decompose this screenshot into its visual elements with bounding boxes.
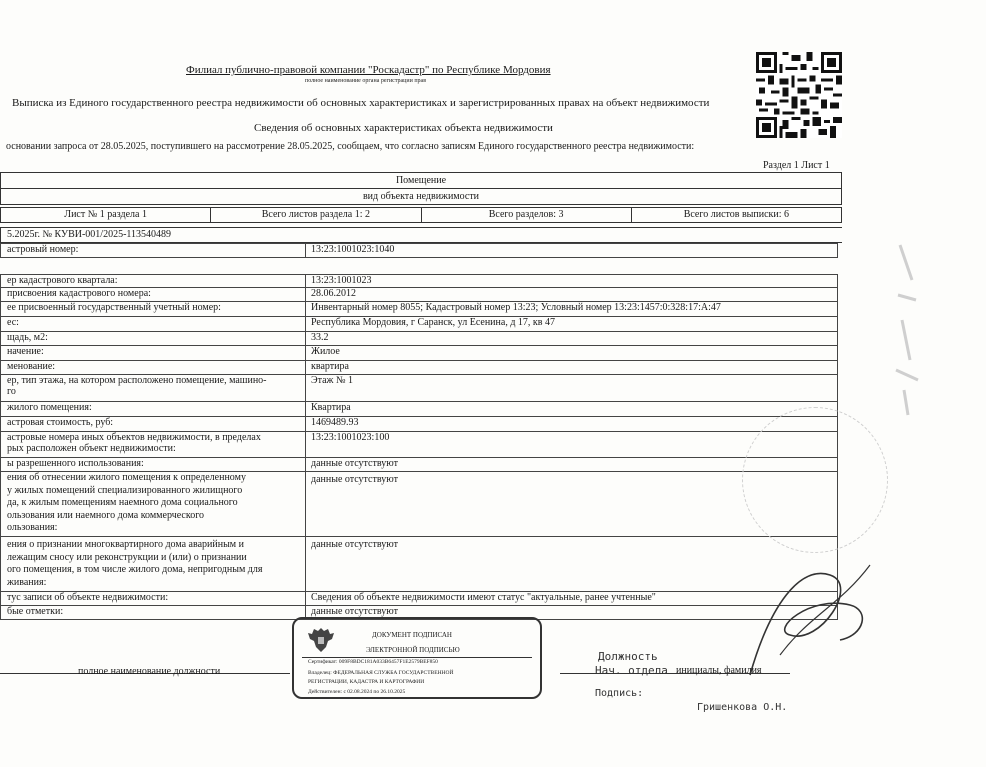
row-value: 28.06.2012 xyxy=(305,288,838,302)
row-value: данные отсутствуют xyxy=(305,606,838,620)
table-row xyxy=(0,274,838,288)
row-label: бые отметки: xyxy=(0,606,305,620)
seal-outline xyxy=(742,407,888,553)
row-value: Квартира xyxy=(305,402,838,417)
row-label: ер, тип этажа, на котором расположено помещение, машино- го xyxy=(0,375,305,402)
row-value: данные отсутствуют xyxy=(305,472,838,537)
electronic-signature-stamp xyxy=(292,617,542,699)
margin-marks-icon xyxy=(890,240,930,420)
table-row xyxy=(0,402,838,417)
agency-caption: полное наименование органа регистрации прав xyxy=(305,78,427,84)
row-label: ес: xyxy=(0,317,305,332)
object-type-caption: вид объекта недвижимости xyxy=(0,188,842,205)
row-label: ения о признании многоквартирного дома аварийным и лежащим сносу или реконструкции и (или) о признании ого помещения, в том числе жилого дома, непригодным для живания: xyxy=(0,537,305,592)
row-label: ер кадастрового квартала: xyxy=(0,274,305,288)
row-value: Республика Мордовия, г Саранск, ул Есенина, д 17, кв 47 xyxy=(305,317,838,332)
row-value: 1469489.93 xyxy=(305,417,838,432)
table-row xyxy=(0,346,838,361)
row-label: астровые номера иных объектов недвижимости, в пределах рых расположен объект недвижимости: xyxy=(0,432,305,458)
sheets-info-row xyxy=(0,207,842,223)
row-label: ы разрешенного использования: xyxy=(0,458,305,472)
coat-of-arms-icon xyxy=(306,625,336,655)
row-label: щадь, м2: xyxy=(0,332,305,346)
position-caption: полное наименование должности xyxy=(78,666,221,677)
table-row xyxy=(0,417,838,432)
row-label: жилого помещения: xyxy=(0,402,305,417)
row-value: Сведения об объекте недвижимости имеют статус "актуальные, ранее учтенные" xyxy=(305,592,838,606)
document-title: Выписка из Единого государственного реестра недвижимости об основных характеристиках и зарегистрированных правах на объект недвижимости xyxy=(12,97,710,109)
hand-signature-label: Подпись: xyxy=(595,688,644,699)
hand-name: Гришенкова О.Н. xyxy=(697,702,788,713)
table-row xyxy=(0,472,838,537)
total-sections: Всего разделов: 3 xyxy=(422,208,632,222)
qr-code-icon xyxy=(756,52,842,138)
row-label: ения об отнесении жилого помещения к определенному у жилых помещений специализированного жилищного да, к жилым помещениям наемного дома социального ользования или наемного дома коммерческого ользования: xyxy=(0,472,305,537)
row-label: ее присвоенный государственный учетный номер: xyxy=(0,302,305,317)
row-value: Этаж № 1 xyxy=(305,375,838,402)
row-value: Жилое xyxy=(305,346,838,361)
sheet-of-section: Лист № 1 раздела 1 xyxy=(1,208,211,222)
stamp-certificate: Сертификат: 009F8BDC181A033B6457F1E2579BEF850 xyxy=(308,659,438,665)
table-row xyxy=(0,432,838,458)
row-label: начение: xyxy=(0,346,305,361)
row-label: тус записи об объекте недвижимости: xyxy=(0,592,305,606)
table-row xyxy=(0,243,838,258)
object-type: Помещение xyxy=(0,172,842,189)
row-value: 33.2 xyxy=(305,332,838,346)
row-value: данные отсутствуют xyxy=(305,458,838,472)
row-value: Инвентарный номер 8055; Кадастровый номер 13:23; Условный номер 13:23:1457:0:328:17:А:47 xyxy=(305,302,838,317)
row-label: присвоения кадастрового номера: xyxy=(0,288,305,302)
hand-position-value: Нач. отдела xyxy=(595,664,668,677)
table-row xyxy=(0,375,838,402)
row-label: менование: xyxy=(0,361,305,375)
row-label: астровая стоимость, руб: xyxy=(0,417,305,432)
table-row xyxy=(0,302,838,317)
row-value: 13:23:1001023:100 xyxy=(305,432,838,458)
section-info: Раздел 1 Лист 1 xyxy=(763,160,830,171)
stamp-validity: Действителен: с 02.08.2024 по 26.10.2025 xyxy=(308,689,406,695)
stamp-owner: Владелец: ФЕДЕРАЛЬНАЯ СЛУЖБА ГОСУДАРСТВЕННОЙ РЕГИСТРАЦИИ, КАДАСТРА И КАРТОГРАФИИ xyxy=(308,670,454,685)
hand-position-label: Должность xyxy=(598,650,658,663)
row-label: астровый номер: xyxy=(0,243,305,258)
total-sheets: Всего листов выписки: 6 xyxy=(683,209,790,220)
table-row xyxy=(0,592,838,606)
stamp-line-2: ЭЛЕКТРОННОЙ ПОДПИСЬЮ xyxy=(366,646,460,654)
initials-caption: инициалы, фамилия xyxy=(676,665,762,676)
table-row xyxy=(0,361,838,375)
row-value: 13:23:1001023:1040 xyxy=(305,243,838,258)
extract-number: 5.2025г. № КУВИ-001/2025-113540489 xyxy=(0,227,842,243)
row-value: данные отсутствуют xyxy=(305,537,838,592)
table-row xyxy=(0,332,838,346)
row-value: 13:23:1001023 xyxy=(305,274,838,288)
table-row xyxy=(0,537,838,592)
table-row xyxy=(0,458,838,472)
handwritten-signature-icon xyxy=(740,545,880,695)
agency-name: Филиал публично-правовой компании "Роскадастр" по Республике Мордовия xyxy=(186,64,551,76)
table-row xyxy=(0,317,838,332)
request-text: основании запроса от 28.05.2025, поступившего на рассмотрение 28.05.2025, сообщаем, что согласно записям Единого государственного реестра недвижимости: xyxy=(6,141,695,152)
total-sheets-section: Всего листов раздела 1: 2 xyxy=(211,208,421,222)
document-subtitle: Сведения об основных характеристиках объекта недвижимости xyxy=(254,122,553,134)
stamp-line-1: ДОКУМЕНТ ПОДПИСАН xyxy=(372,631,452,639)
stamp-divider xyxy=(302,657,532,658)
table-row xyxy=(0,288,838,302)
row-value: квартира xyxy=(305,361,838,375)
